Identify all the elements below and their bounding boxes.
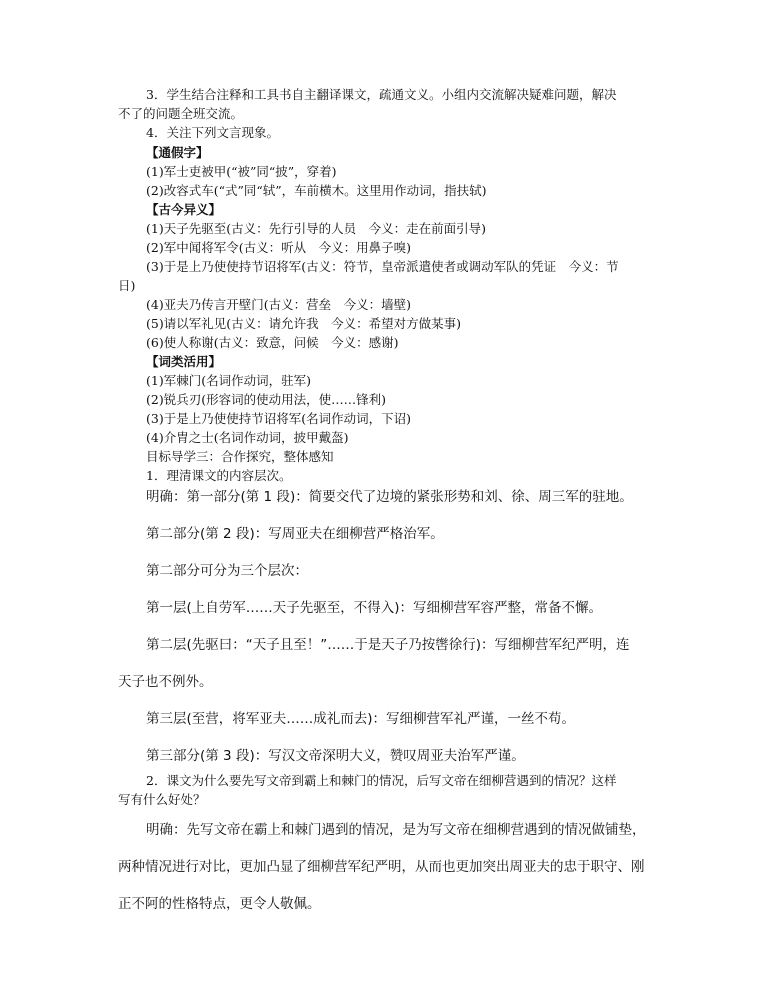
answer1-para5-line1: 第二层(先驱曰：“天子且至！”……于是天子乃按辔徐行)：写细柳营军纪严明，连 — [146, 637, 630, 653]
gujin-item: (4)亚夫乃传言开壁门(古义：营垒 今义：墙壁) — [146, 297, 411, 312]
answer1-para2: 第二部分(第 2 段)：写周亚夫在细柳营严格治军。 — [146, 526, 444, 542]
gujin-item-cont: 日) — [118, 278, 136, 293]
answer1-para4: 第一层(上自劳军……天子先驱至，不得入)：写细柳营军容严整，常备不懈。 — [146, 600, 603, 616]
question-2-line1: 2．课文为什么要先写文帝到霸上和棘门的情况，后写文帝在细柳营遇到的情况？这样 — [146, 773, 617, 788]
step4-text: 4．关注下列文言现象。 — [146, 125, 279, 140]
tongjiazi-item: (2)改容式车(“式”同“轼”，车前横木。这里用作动词，指扶轼) — [146, 183, 487, 198]
answer2-line2: 两种情况进行对比，更加凸显了细柳营军纪严明，从而也更加突出周亚夫的忠于职守、刚 — [118, 859, 645, 875]
gujin-item: (3)于是上乃使使持节诏将军(古义：符节，皇帝派遣使者或调动军队的凭证 今义：节 — [146, 259, 619, 274]
target3-heading: 目标导学三：合作探究，整体感知 — [146, 449, 334, 464]
cilei-heading: 【词类活用】 — [146, 354, 222, 369]
cilei-item: (2)锐兵刃(形容词的使动用法，使……锋利) — [146, 392, 386, 407]
answer1-para7: 第三部分(第 3 段)：写汉文帝深明大义，赞叹周亚夫治军严谨。 — [146, 748, 525, 764]
cilei-item: (3)于是上乃使使持节诏将军(名词作动词，下诏) — [146, 411, 411, 426]
gujin-item: (2)军中闻将军令(古义：听从 今义：用鼻子嗅) — [146, 240, 411, 255]
question-1: 1．理清课文的内容层次。 — [146, 468, 292, 483]
gujin-item: (5)请以军礼见(古义：请允许我 今义：希望对方做某事) — [146, 316, 461, 331]
answer2-line3: 正不阿的性格特点，更令人敬佩。 — [118, 896, 321, 912]
question-2-line2: 写有什么好处？ — [118, 792, 206, 807]
gujin-item: (6)使人称谢(古义：致意，问候 今义：感谢) — [146, 335, 399, 350]
answer1-para6: 第三层(至营，将军亚夫……成礼而去)：写细柳营军礼严谨，一丝不苟。 — [146, 711, 576, 727]
answer1-para5-line2: 天子也不例外。 — [118, 674, 213, 690]
step3-line1: 3．学生结合注释和工具书自主翻译课文，疏通文义。小组内交流解决疑难问题，解决 — [146, 87, 617, 102]
gujin-heading: 【古今异义】 — [146, 202, 222, 217]
cilei-item: (4)介胄之士(名词作动词，披甲戴盔) — [146, 430, 349, 445]
cilei-item: (1)军棘门(名词作动词，驻军) — [146, 373, 311, 388]
tongjiazi-item: (1)军士吏被甲(“被”同“披”，穿着) — [146, 164, 337, 179]
gujin-item: (1)天子先驱至(古义：先行引导的人员 今义：走在前面引导) — [146, 221, 486, 236]
answer1-para1: 明确：第一部分(第 1 段)：简要交代了边境的紧张形势和刘、徐、周三军的驻地。 — [146, 489, 633, 505]
step3-line2: 不了的问题全班交流。 — [118, 106, 244, 121]
answer1-para3: 第二部分可分为三个层次： — [146, 563, 308, 579]
tongjiazi-heading: 【通假字】 — [146, 145, 209, 160]
answer2-line1: 明确：先写文帝在霸上和棘门遇到的情况，是为写文帝在细柳营遇到的情况做铺垫， — [146, 822, 646, 838]
